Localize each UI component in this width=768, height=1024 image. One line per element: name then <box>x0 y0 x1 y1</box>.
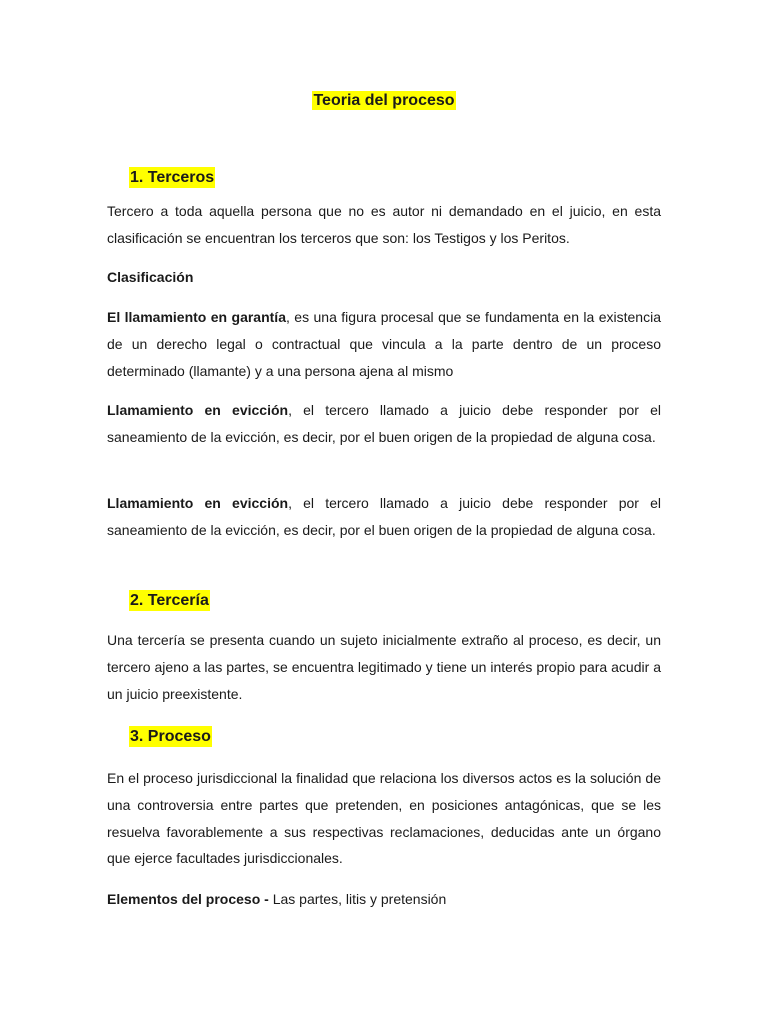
llamamiento-eviccion-text-1: , el tercero llamado a juicio debe responder por el saneamiento de la evicción, es decir, por el buen origen de la propiedad de alguna cosa. <box>107 402 661 445</box>
llamamiento-eviccion-paragraph-1 <box>107 397 661 451</box>
llamamiento-eviccion-text-2: , el tercero llamado a juicio debe responder por el saneamiento de la evicción, es decir, por el buen origen de la propiedad de alguna cosa. <box>107 495 661 538</box>
llamamiento-garantia-paragraph <box>107 304 661 384</box>
elementos-proceso-line <box>107 886 661 913</box>
elementos-proceso-label: Elementos del proceso - <box>107 891 273 907</box>
llamamiento-garantia-text: , es una figura procesal que se fundamenta en la existencia de un derecho legal o contractual que vincula a la parte dentro de un proceso determinado (llamante) y a una persona ajena al mismo <box>107 309 661 379</box>
llamamiento-eviccion-term-2: Llamamiento en evicción <box>107 495 289 511</box>
section-heading-terceros: 1. Terceros <box>130 169 215 186</box>
llamamiento-eviccion-term-1: Llamamiento en evicción <box>107 402 289 418</box>
title-wrap <box>0 92 768 110</box>
terceria-paragraph: Una tercería se presenta cuando un sujeto inicialmente extraño al proceso, es decir, un tercero ajeno a las partes, se encuentra legitimado y tiene un interés propio para acudir a un juicio preexistente. <box>107 632 661 702</box>
section-heading-terceria: 2. Tercería <box>130 592 209 609</box>
section-heading-proceso: 3. Proceso <box>130 728 211 745</box>
document-title: Teoria del proceso <box>313 92 455 109</box>
llamamiento-garantia-term: El llamamiento en garantía <box>107 309 286 325</box>
elementos-proceso-text: Las partes, litis y pretensión <box>272 891 447 907</box>
terceros-intro: Tercero a toda aquella persona que no es autor ni demandado en el juicio, en esta clasificación se encuentran los terceros que son: los Testigos y los Peritos. <box>107 203 661 246</box>
proceso-paragraph: En el proceso jurisdiccional la finalidad que relaciona los diversos actos es la solución de una controversia entre partes que pretenden, en posiciones antagónicas, que se les resuelva favorablemente a sus respectivas reclamaciones, deducidas ante un órgano que ejerce facultades jurisdiccionales. <box>107 770 661 867</box>
clasificacion-subheading: Clasificación <box>107 269 194 285</box>
llamamiento-eviccion-paragraph-2 <box>107 490 661 544</box>
